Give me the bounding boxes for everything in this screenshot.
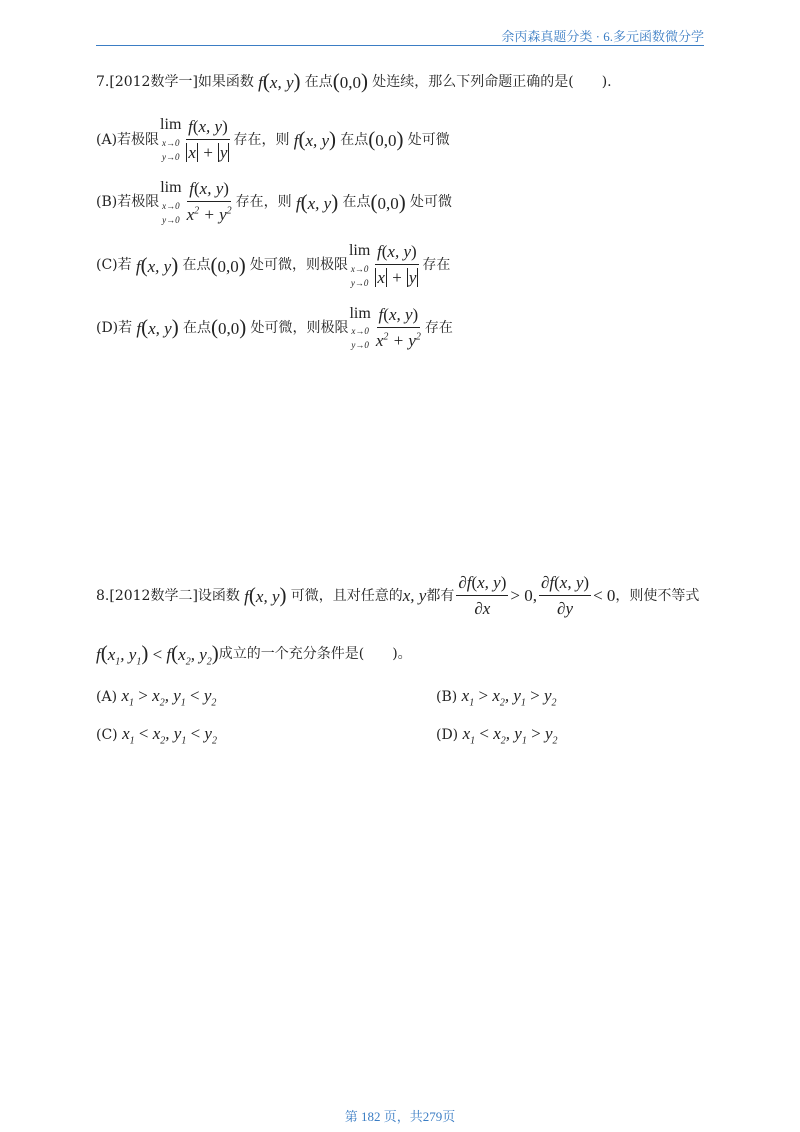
header-title: 余丙森真题分类 · 6.多元函数微分学 xyxy=(501,29,704,44)
limit-expr: lim x→0 y→0 xyxy=(160,116,182,163)
q8-option-d[interactable]: (D) $x_1 < x_2$, $y_1 > y_2$ xyxy=(436,723,558,747)
q8-stem-line2: $f(x_1$, $y_1) < f(x_2$, $y_2$) 成立的一个充分条件是( )。 xyxy=(96,641,412,668)
q8-option-c[interactable]: (C) $x_1 < x_2$, $y_1 < y_2$ xyxy=(96,723,217,747)
partial-x-fraction: $\frac{\partial f(x, y)}{\partial x}$ xyxy=(458,573,507,619)
question-8 xyxy=(96,572,704,747)
formula-fxy: f(x, y) xyxy=(253,69,301,93)
fraction: $\frac{f(x, y)}{x^2 + y^2}$ xyxy=(375,304,421,351)
limit-expr: lim x→0 y→0 xyxy=(348,241,371,288)
q7-stem: 7. [2012数学一] 如果函数 f(x, y) 在点 (0,0) 处连续，那么下列命题正确的是( ). xyxy=(96,68,704,95)
header-divider xyxy=(96,45,704,46)
q7-option-d[interactable]: (D) 若 f(x, y) 在点 (0,0) 处可微，则极限 lim x→0 y→0 $\frac{f(x, y)}{x^2 + y^2}$ 存在 xyxy=(96,304,453,351)
page-footer: 第 182 页，共279页 xyxy=(344,1109,456,1124)
fraction: $\frac{f(x, y)}{x + y}$ xyxy=(377,242,417,288)
q8-option-a[interactable]: (A) $x_1 > x_2$, $y_1 < y_2$ xyxy=(96,685,217,708)
q7-option-b[interactable]: (B) 若极限 lim x→0 y→0 $\frac{f(x, y)}{x^2 + y^2}$ 存在，则 f(x, y) 在点 (0,0) 处可微 xyxy=(96,179,452,225)
formula-point: (0,0) xyxy=(332,69,368,93)
inequality-formula: $f(x_1$, $y_1) < f(x_2$, $y_2$) xyxy=(96,641,219,668)
limit-expr: lim x→0 y→0 xyxy=(349,304,371,351)
q8-stem: 8. [2012数学二] 设函数 f(x, y) 可微，且对任意的 x, y 都有 $\frac{\partial f(x, y)}{\partial x}$ > 0, $\frac{\partial f(x, y)}{\partial y}$ < 0 ，则使不等式 xyxy=(96,572,704,620)
question-7 xyxy=(96,68,704,352)
partial-y-fraction: $\frac{\partial f(x, y)}{\partial y}$ xyxy=(541,573,590,619)
limit-expr: lim x→0 y→0 xyxy=(160,179,182,225)
fraction: $\frac{f(x, y)}{x + y}$ xyxy=(188,116,228,162)
q8-options xyxy=(96,685,704,748)
fraction: $\frac{f(x, y)}{x^2 + y^2}$ xyxy=(186,179,232,225)
q7-option-a[interactable]: (A) 若极限 lim x→0 y→0 $\frac{f(x, y)}{x + y}$ 存在，则 f(x, y) 在点 (0,0) 处可微 xyxy=(96,116,450,163)
q7-option-c[interactable]: (C) 若 f(x, y) 在点 (0,0) 处可微，则极限 lim x→0 y→0 $\frac{f(x, y)}{x + y}$ 存在 xyxy=(96,241,451,288)
q8-option-b[interactable]: (B) $x_1 > x_2$, $y_1 > y_2$ xyxy=(436,685,557,708)
